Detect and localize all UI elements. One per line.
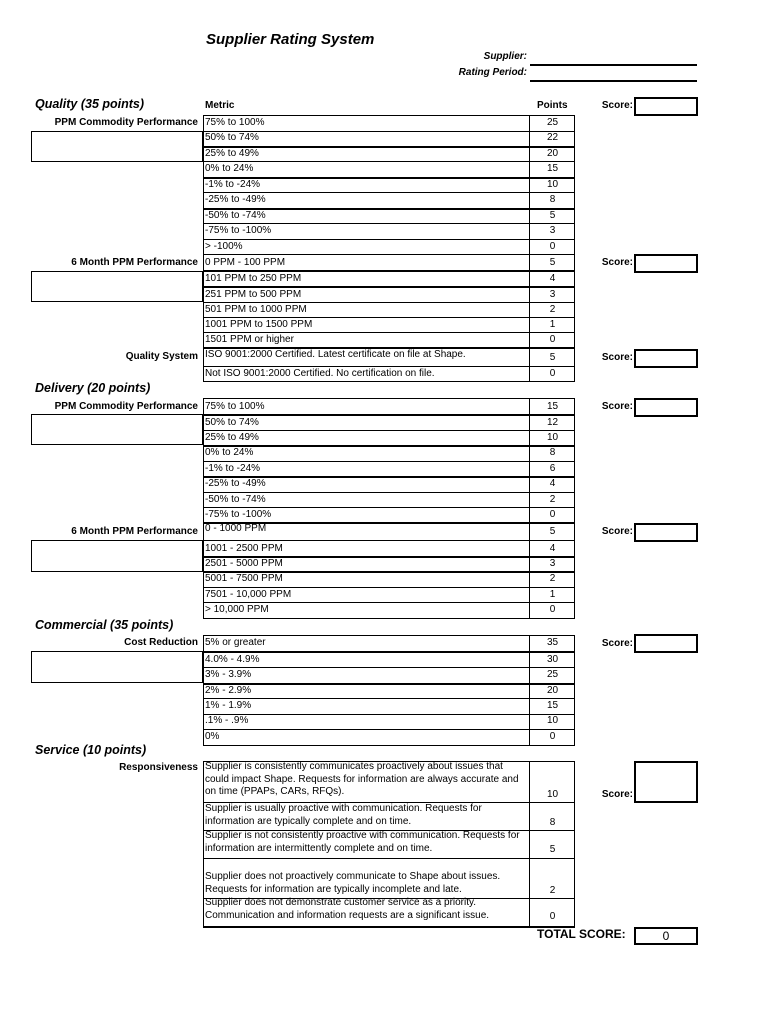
service-score-box[interactable] bbox=[634, 761, 698, 803]
page-title: Supplier Rating System bbox=[206, 31, 375, 48]
table-cell-metric: 0% to 24% bbox=[205, 163, 254, 174]
responsiveness-label: Responsiveness bbox=[119, 762, 198, 773]
delivery-6month-score-label: Score: bbox=[601, 526, 633, 537]
table-cell-points: 0 bbox=[549, 731, 556, 742]
quality-commodity-category-box bbox=[31, 131, 203, 162]
delivery-commodity-score-label: Score: bbox=[601, 401, 633, 412]
table-cell-metric: > -100% bbox=[205, 241, 243, 252]
table-cell-points: 10 bbox=[546, 179, 559, 190]
table-cell-metric: Supplier is not consistently proactive with communication. Requests for information are intermittently complete and on time. bbox=[205, 830, 520, 854]
table-cell-points: 0 bbox=[549, 911, 556, 922]
table-cell-metric: 0% bbox=[205, 731, 220, 742]
table-cell-metric: 0% to 24% bbox=[205, 447, 254, 458]
table-cell-metric: -50% to -74% bbox=[205, 210, 266, 221]
table-cell-points: 8 bbox=[549, 817, 556, 828]
table-cell-points: 2 bbox=[549, 885, 556, 896]
cost-reduction-label: Cost Reduction bbox=[124, 637, 198, 648]
delivery-commodity-score-box[interactable] bbox=[634, 398, 698, 417]
quality-commodity-score-box[interactable] bbox=[634, 97, 698, 116]
section-quality-title: Quality (35 points) bbox=[35, 97, 145, 111]
table-cell-points: 15 bbox=[546, 700, 559, 711]
table-cell-metric: 1% - 1.9% bbox=[205, 700, 252, 711]
table-cell-points: 15 bbox=[546, 163, 559, 174]
table-cell-metric: 75% to 100% bbox=[205, 117, 265, 128]
quality-system-label: Quality System bbox=[125, 351, 198, 362]
table-cell-points: 8 bbox=[549, 194, 556, 205]
table-cell-points: 10 bbox=[546, 789, 559, 800]
table-cell-points: 25 bbox=[546, 117, 559, 128]
quality-6month-category-box bbox=[31, 271, 203, 302]
table-cell-points: 5 bbox=[549, 526, 556, 537]
table-cell-metric: 50% to 74% bbox=[205, 417, 259, 428]
table-cell-metric: 1501 PPM or higher bbox=[205, 334, 294, 345]
table-cell-points: 0 bbox=[549, 334, 556, 345]
table-cell-metric: 3% - 3.9% bbox=[205, 669, 252, 680]
table-cell-points: 4 bbox=[549, 273, 556, 284]
delivery-6month-label: 6 Month PPM Performance bbox=[71, 526, 198, 537]
table-cell-metric: Supplier does not proactively communicate to Shape about issues. Requests for information are typically incomplete and late. bbox=[205, 871, 501, 895]
table-cell-metric: -25% to -49% bbox=[205, 194, 266, 205]
table-cell-metric: -1% to -24% bbox=[205, 179, 261, 190]
table-cell-points: 25 bbox=[546, 669, 559, 680]
delivery-6month-category-box bbox=[31, 540, 203, 572]
quality-commodity-score-label: Score: bbox=[601, 100, 633, 111]
table-cell-metric: 4.0% - 4.9% bbox=[205, 654, 260, 665]
points-column-header: Points bbox=[537, 100, 568, 111]
table-cell-metric: 75% to 100% bbox=[205, 401, 265, 412]
table-cell-points: 2 bbox=[549, 494, 556, 505]
quality-system-score-box[interactable] bbox=[634, 349, 698, 368]
total-score-value: 0 bbox=[634, 927, 698, 945]
table-cell-metric: 25% to 49% bbox=[205, 432, 259, 443]
table-cell-points: 0 bbox=[549, 368, 556, 379]
delivery-commodity-label: PPM Commodity Performance bbox=[54, 401, 198, 412]
table-cell-points: 0 bbox=[549, 241, 556, 252]
table-cell-metric: -75% to -100% bbox=[205, 509, 272, 520]
quality-6month-score-label: Score: bbox=[601, 257, 633, 268]
table-cell-points: 0 bbox=[549, 604, 556, 615]
total-score-label: TOTAL SCORE: bbox=[537, 927, 626, 941]
table-cell-points: 15 bbox=[546, 401, 559, 412]
commercial-category-box bbox=[31, 651, 203, 683]
supplier-field[interactable] bbox=[530, 64, 697, 66]
section-delivery-title: Delivery (20 points) bbox=[35, 381, 151, 395]
table-cell-metric: 2501 - 5000 PPM bbox=[205, 558, 283, 569]
table-cell-metric: 1001 - 2500 PPM bbox=[205, 543, 283, 554]
table-cell-metric: Supplier is consistently communicates proactively about issues that could impact Shape. Requests for information are always accurate and on time (PPAPs, CARs, RFQs). bbox=[205, 761, 519, 797]
quality-6month-label: 6 Month PPM Performance bbox=[71, 257, 198, 268]
table-cell-metric: 5% or greater bbox=[205, 637, 266, 648]
quality-6month-score-box[interactable] bbox=[634, 254, 698, 273]
table-cell-points: 12 bbox=[546, 417, 559, 428]
table-cell-points: 3 bbox=[549, 225, 556, 236]
table-cell-metric: 50% to 74% bbox=[205, 132, 259, 143]
table-cell-points: 6 bbox=[549, 463, 556, 474]
table-cell-points: 22 bbox=[546, 132, 559, 143]
table-cell-points: 20 bbox=[546, 148, 559, 159]
table-cell-metric: Supplier does not demonstrate customer service as a priority. Communication and information requests are a significant issue. bbox=[205, 897, 490, 921]
quality-commodity-label: PPM Commodity Performance bbox=[54, 117, 198, 128]
quality-system-score-label: Score: bbox=[601, 352, 633, 363]
table-cell-points: 10 bbox=[546, 432, 559, 443]
service-score-label: Score: bbox=[601, 789, 633, 800]
commercial-score-box[interactable] bbox=[634, 634, 698, 653]
table-cell-metric: 5001 - 7500 PPM bbox=[205, 573, 283, 584]
table-cell-points: 5 bbox=[549, 210, 556, 221]
table-cell-metric: 1001 PPM to 1500 PPM bbox=[205, 319, 313, 330]
table-cell-metric: .1% - .9% bbox=[205, 715, 249, 726]
table-cell-metric: 0 - 1000 PPM bbox=[205, 523, 267, 534]
table-cell-metric: 2% - 2.9% bbox=[205, 685, 252, 696]
section-service-title: Service (10 points) bbox=[35, 743, 147, 757]
table-cell-points: 4 bbox=[549, 543, 556, 554]
rating-period-label: Rating Period: bbox=[458, 67, 527, 78]
table-cell-metric: > 10,000 PPM bbox=[205, 604, 269, 615]
table-cell-metric: 25% to 49% bbox=[205, 148, 259, 159]
table-cell-points: 0 bbox=[549, 509, 556, 520]
table-cell-points: 2 bbox=[549, 304, 556, 315]
table-cell-points: 3 bbox=[549, 289, 556, 300]
table-cell-points: 10 bbox=[546, 715, 559, 726]
table-cell-points: 1 bbox=[549, 589, 556, 600]
section-commercial-title: Commercial (35 points) bbox=[35, 618, 174, 632]
table-cell-points: 30 bbox=[546, 654, 559, 665]
table-cell-metric: Supplier is usually proactive with communication. Requests for information are typically complete and on time. bbox=[205, 803, 482, 827]
table-cell-points: 5 bbox=[549, 844, 556, 855]
table-cell-metric: ISO 9001:2000 Certified. Latest certificate on file at Shape. bbox=[205, 349, 466, 360]
table-cell-points: 5 bbox=[549, 257, 556, 268]
table-cell-points: 8 bbox=[549, 447, 556, 458]
table-cell-metric: 0 PPM - 100 PPM bbox=[205, 257, 286, 268]
table-cell-points: 20 bbox=[546, 685, 559, 696]
table-cell-metric: -1% to -24% bbox=[205, 463, 261, 474]
table-cell-metric: -50% to -74% bbox=[205, 494, 266, 505]
supplier-label: Supplier: bbox=[483, 51, 527, 62]
table-cell-metric: 101 PPM to 250 PPM bbox=[205, 273, 302, 284]
delivery-commodity-category-box bbox=[31, 414, 203, 445]
table-cell-metric: Not ISO 9001:2000 Certified. No certification on file. bbox=[205, 368, 435, 379]
table-cell-metric: 7501 - 10,000 PPM bbox=[205, 589, 292, 600]
rating-period-field[interactable] bbox=[530, 80, 697, 82]
table-cell-points: 3 bbox=[549, 558, 556, 569]
delivery-6month-score-box[interactable] bbox=[634, 523, 698, 542]
table-cell-points: 1 bbox=[549, 319, 556, 330]
table-cell-points: 2 bbox=[549, 573, 556, 584]
metric-column-header: Metric bbox=[205, 100, 235, 111]
table-cell-metric: 251 PPM to 500 PPM bbox=[205, 289, 302, 300]
table-cell-metric: 501 PPM to 1000 PPM bbox=[205, 304, 307, 315]
commercial-score-label: Score: bbox=[601, 638, 633, 649]
table-cell-points: 35 bbox=[546, 637, 559, 648]
table-cell-metric: -75% to -100% bbox=[205, 225, 272, 236]
table-cell-metric: -25% to -49% bbox=[205, 478, 266, 489]
table-cell-points: 5 bbox=[549, 352, 556, 363]
table-cell-points: 4 bbox=[549, 478, 556, 489]
